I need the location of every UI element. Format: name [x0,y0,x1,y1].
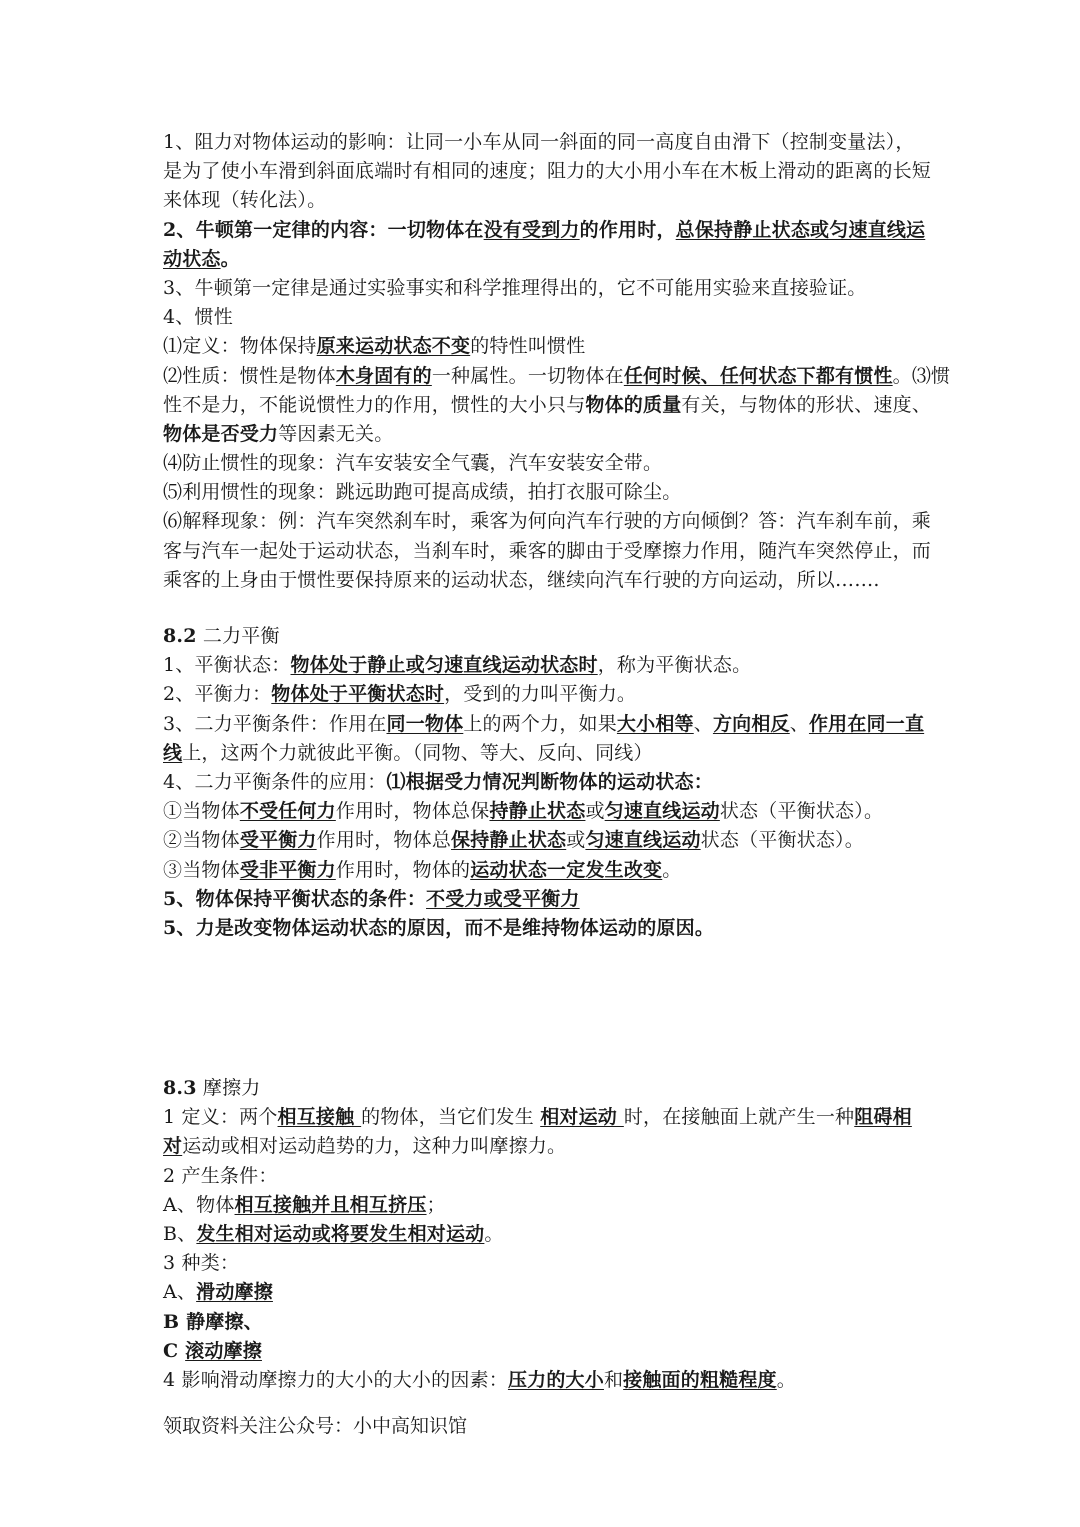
paragraph-line: 线上，这两个力就彼此平衡。（同物、等大、反向、同线） [163,741,653,764]
paragraph-line: 2 产生条件： [163,1164,278,1187]
section-heading: 8.2 二力平衡 [163,625,280,647]
inertia-heading: 4、惯性 [163,306,233,329]
list-item: A、滑动摩擦 [163,1281,273,1304]
paragraph-line: 乘客的上身由于惯性要保持原来的运动状态，继续向汽车行驶的方向运动，所以……. [163,568,880,591]
inertia-property: 物体是否受力等因素无关。 [163,422,394,445]
paragraph-line: 对运动或相对运动趋势的力，这种力叫摩擦力。 [163,1135,567,1158]
paragraph-line: 4、二力平衡条件的应用：⑴根据受力情况判断物体的运动状态： [163,770,713,793]
inertia-definition: ⑴定义：物体保持原来运动状态不变的特性叫惯性 [163,335,586,358]
paragraph-line: 3、牛顿第一定律是通过实验事实和科学推理得出的，它不可能用实验来直接验证。 [163,276,867,299]
newton-first-law-line: 动状态。 [163,247,240,270]
list-item: ②当物体受平衡力作用时，物体总保持静止状态或匀速直线运动状态（平衡状态）。 [163,829,864,852]
paragraph-line: 1、阻力对物体运动的影响：让同一小车从同一斜面的同一高度自由滑下（控制变量法）， [163,131,915,153]
paragraph-line: 是为了使小车滑到斜面底端时有相同的速度；阻力的大小用小车在木板上滑动的距离的长短 [163,160,932,183]
paragraph-line: 1、平衡状态：物体处于静止或匀速直线运动状态时，称为平衡状态。 [163,654,752,677]
paragraph-line: 来体现（转化法）。 [163,189,327,212]
paragraph-line: 5、物体保持平衡状态的条件：不受力或受平衡力 [163,887,580,910]
paragraph-line: 2、平衡力：物体处于平衡状态时，受到的力叫平衡力。 [163,683,637,706]
paragraph-line: ⑸利用惯性的现象：跳远助跑可提高成绩，拍打衣服可除尘。 [163,481,682,504]
list-item: ①当物体不受任何力作用时，物体总保持静止状态或匀速直线运动状态（平衡状态）。 [163,800,884,823]
newton-first-law-line: 2、牛顿第一定律的内容：一切物体在没有受到力的作用时，总保持静止状态或匀速直线运 [163,218,926,241]
list-item: ③当物体受非平衡力作用时，物体的运动状态一定发生改变。 [163,858,682,881]
list-item: B 静摩擦、 [163,1310,263,1333]
paragraph-line: 客与汽车一起处于运动状态，当刹车时，乘客的脚由于受摩擦力作用，随汽车突然停止，而 [163,539,932,562]
paragraph-line: 4 影响滑动摩擦力的大小的大小的因素：压力的大小和接触面的粗糙程度。 [163,1368,796,1391]
footer-note: 领取资料关注公众号：小中高知识馆 [163,1415,468,1437]
paragraph-line: 5、力是改变物体运动状态的原因，而不是维持物体运动的原因。 [163,916,715,939]
document-body [163,128,951,1395]
list-item: B、发生相对运动或将要发生相对运动。 [163,1223,504,1245]
paragraph-line: ⑹解释现象：例：汽车突然刹车时，乘客为何向汽车行驶的方向倾倒？答：汽车刹车前，乘 [163,510,932,533]
inertia-property: 性不是力，不能说惯性力的作用，惯性的大小只与物体的质量有关，与物体的形状、速度、 [163,393,932,416]
paragraph-line: 3 种类： [163,1252,240,1275]
paragraph-line: 1 定义：两个相互接触 的物体，当它们发生 相对运动 时，在接触面上就产生一种阻碍相 [163,1106,912,1129]
list-item: C 滚动摩擦 [163,1339,262,1362]
inertia-property: ⑵性质：惯性是物体木身固有的一种属性。一切物体在任何时候、任何状态下都有惯性。⑶惯 [163,364,951,387]
paragraph-line: 3、二力平衡条件：作用在同一物体上的两个力，如果大小相等、方向相反、作用在同一直 [163,712,925,735]
section-heading: 8.3 摩擦力 [163,1077,261,1100]
paragraph-line: ⑷防止惯性的现象：汽车安装安全气囊，汽车安装安全带。 [163,452,663,475]
list-item: A、物体相互接触并且相互挤压； [163,1193,446,1216]
